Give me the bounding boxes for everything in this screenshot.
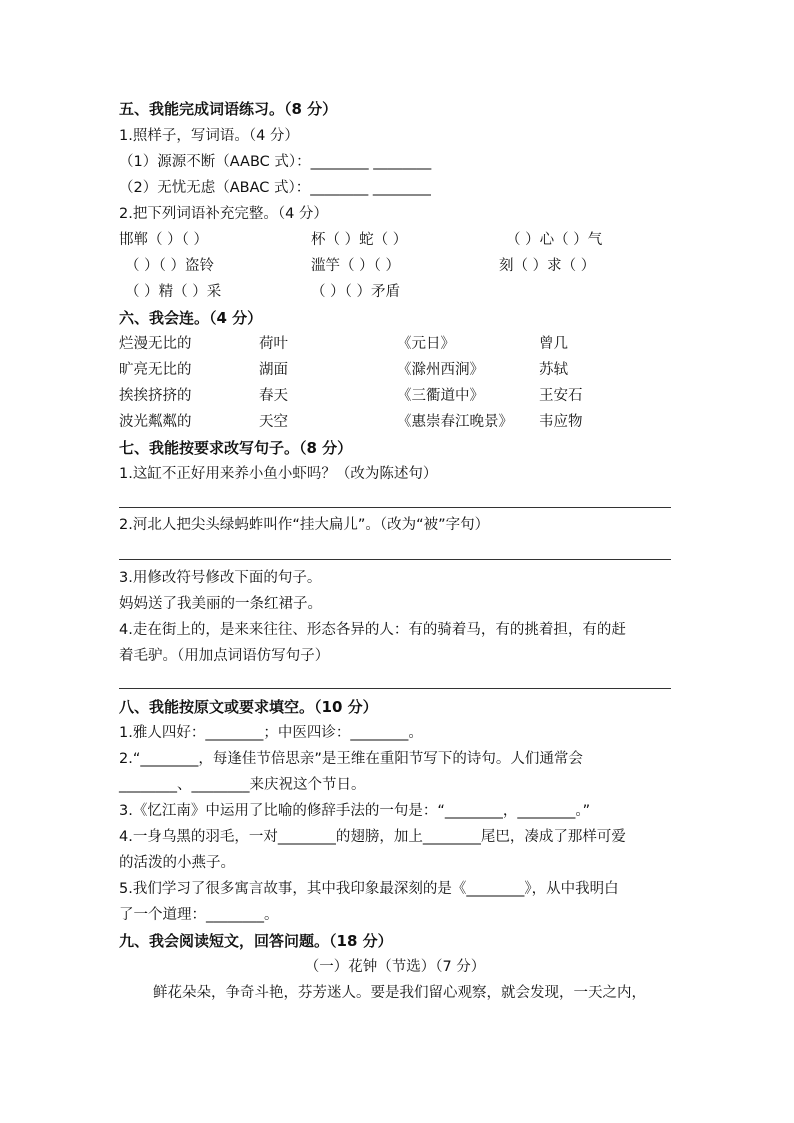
match-adjective: 波光粼粼的 (119, 414, 192, 430)
match-poem: 《元日》 (397, 336, 455, 352)
match-noun: 湖面 (259, 362, 288, 378)
sec7-question-4-line2: 着毛驴。（用加点词语仿写句子） (119, 648, 330, 664)
match-poem: 《三衢道中》 (397, 388, 484, 404)
sec7-question-3: 3.用修改符号修改下面的句子。 (119, 570, 322, 586)
passage-paragraph: 鲜花朵朵，争奇斗艳，芬芳迷人。要是我们留心观察，就会发现，一天之内， (153, 985, 646, 1001)
sec7-question-4-line1: 4.走在街上的，是来来往往、形态各异的人：有的骑着马，有的挑着担，有的赶 (119, 622, 626, 638)
idiom-item: （ ）（ ）矛盾 (311, 284, 400, 300)
match-row (119, 334, 679, 354)
section-7-title: 七、我能按要求改写句子。（8 分） (119, 439, 353, 457)
idiom-item: 杯（ ）蛇（ ） (311, 232, 408, 248)
match-poem: 《惠崇春江晚景》 (397, 414, 513, 430)
idiom-row-3 (119, 282, 679, 302)
match-row (119, 360, 679, 380)
answer-line (119, 559, 671, 560)
sec5-question-2: 2.把下列词语补充完整。（4 分） (119, 206, 328, 222)
sec8-question-5-line1: 5.我们学习了很多寓言故事，其中我印象最深刻的是《________》，从中我明白 (119, 881, 619, 897)
idiom-item: （ ）心（ ）气 (506, 232, 603, 248)
sec8-question-2-line2: ________、________来庆祝这个节日。 (119, 777, 366, 793)
match-poet: 王安石 (539, 388, 583, 404)
section-5-title: 五、我能完成词语练习。（8 分） (119, 100, 338, 118)
match-noun: 荷叶 (259, 336, 288, 352)
idiom-row-2 (119, 256, 679, 276)
match-row (119, 412, 679, 432)
idiom-item: 刻（ ）求（ ） (499, 258, 596, 274)
sec8-question-4-line2: 的活泼的小燕子。 (119, 855, 235, 871)
sec7-question-2: 2.河北人把尖头绿蚂蚱叫作“挂大扁儿”。（改为“被”字句） (119, 517, 490, 533)
section-6-title: 六、我会连。（4 分） (119, 309, 263, 327)
sec8-question-2-line1: 2.“________，每逢佳节倍思亲”是王维在重阳节写下的诗句。人们通常会 (119, 751, 583, 767)
match-poet: 苏轼 (539, 362, 568, 378)
section-8-title: 八、我能按原文或要求填空。（10 分） (119, 698, 378, 716)
sec5-question-1-1: （1）源源不断（AABC 式）：________ ________ (119, 154, 432, 170)
idiom-row-1 (119, 230, 679, 250)
match-noun: 天空 (259, 414, 288, 430)
match-adjective: 旷亮无比的 (119, 362, 192, 378)
idiom-item: （ ）精（ ）采 (125, 284, 222, 300)
passage-title: （一）花钟（节选）（7 分） (304, 959, 486, 975)
match-poet: 曾几 (539, 336, 568, 352)
idiom-item: （ ）（ ）盗铃 (125, 258, 214, 274)
sec5-question-1: 1.照样子，写词语。（4 分） (119, 128, 299, 144)
match-adjective: 烂漫无比的 (119, 336, 192, 352)
sec7-question-1: 1.这缸不正好用来养小鱼小虾吗？（改为陈述句） (119, 466, 438, 482)
sec5-question-1-2: （2）无忧无虑（ABAC 式）：________ ________ (119, 180, 431, 196)
idiom-item: 邯郸（ ）（ ） (119, 232, 208, 248)
sec8-question-1: 1.雅人四好：________；中医四诊：________。 (119, 725, 423, 741)
match-row (119, 386, 679, 406)
idiom-item: 滥竽（ ）（ ） (311, 258, 400, 274)
match-poet: 韦应物 (539, 414, 583, 430)
sec8-question-5-line2: 了一个道理：________。 (119, 907, 279, 923)
section-9-title: 九、我会阅读短文，回答问题。（18 分） (119, 932, 393, 950)
match-adjective: 挨挨挤挤的 (119, 388, 192, 404)
sec8-question-3: 3.《忆江南》中运用了比喻的修辞手法的一句是：“________，________。” (119, 803, 591, 819)
sec8-question-4-line1: 4.一身乌黑的羽毛，一对________的翅膀，加上________尾巴，凑成了那样可爱 (119, 829, 626, 845)
match-poem: 《滁州西涧》 (397, 362, 484, 378)
answer-line (119, 507, 671, 508)
match-noun: 春天 (259, 388, 288, 404)
sec7-question-3-sentence: 妈妈送了我美丽的一条红裙子。 (119, 596, 322, 612)
answer-line (119, 688, 671, 689)
